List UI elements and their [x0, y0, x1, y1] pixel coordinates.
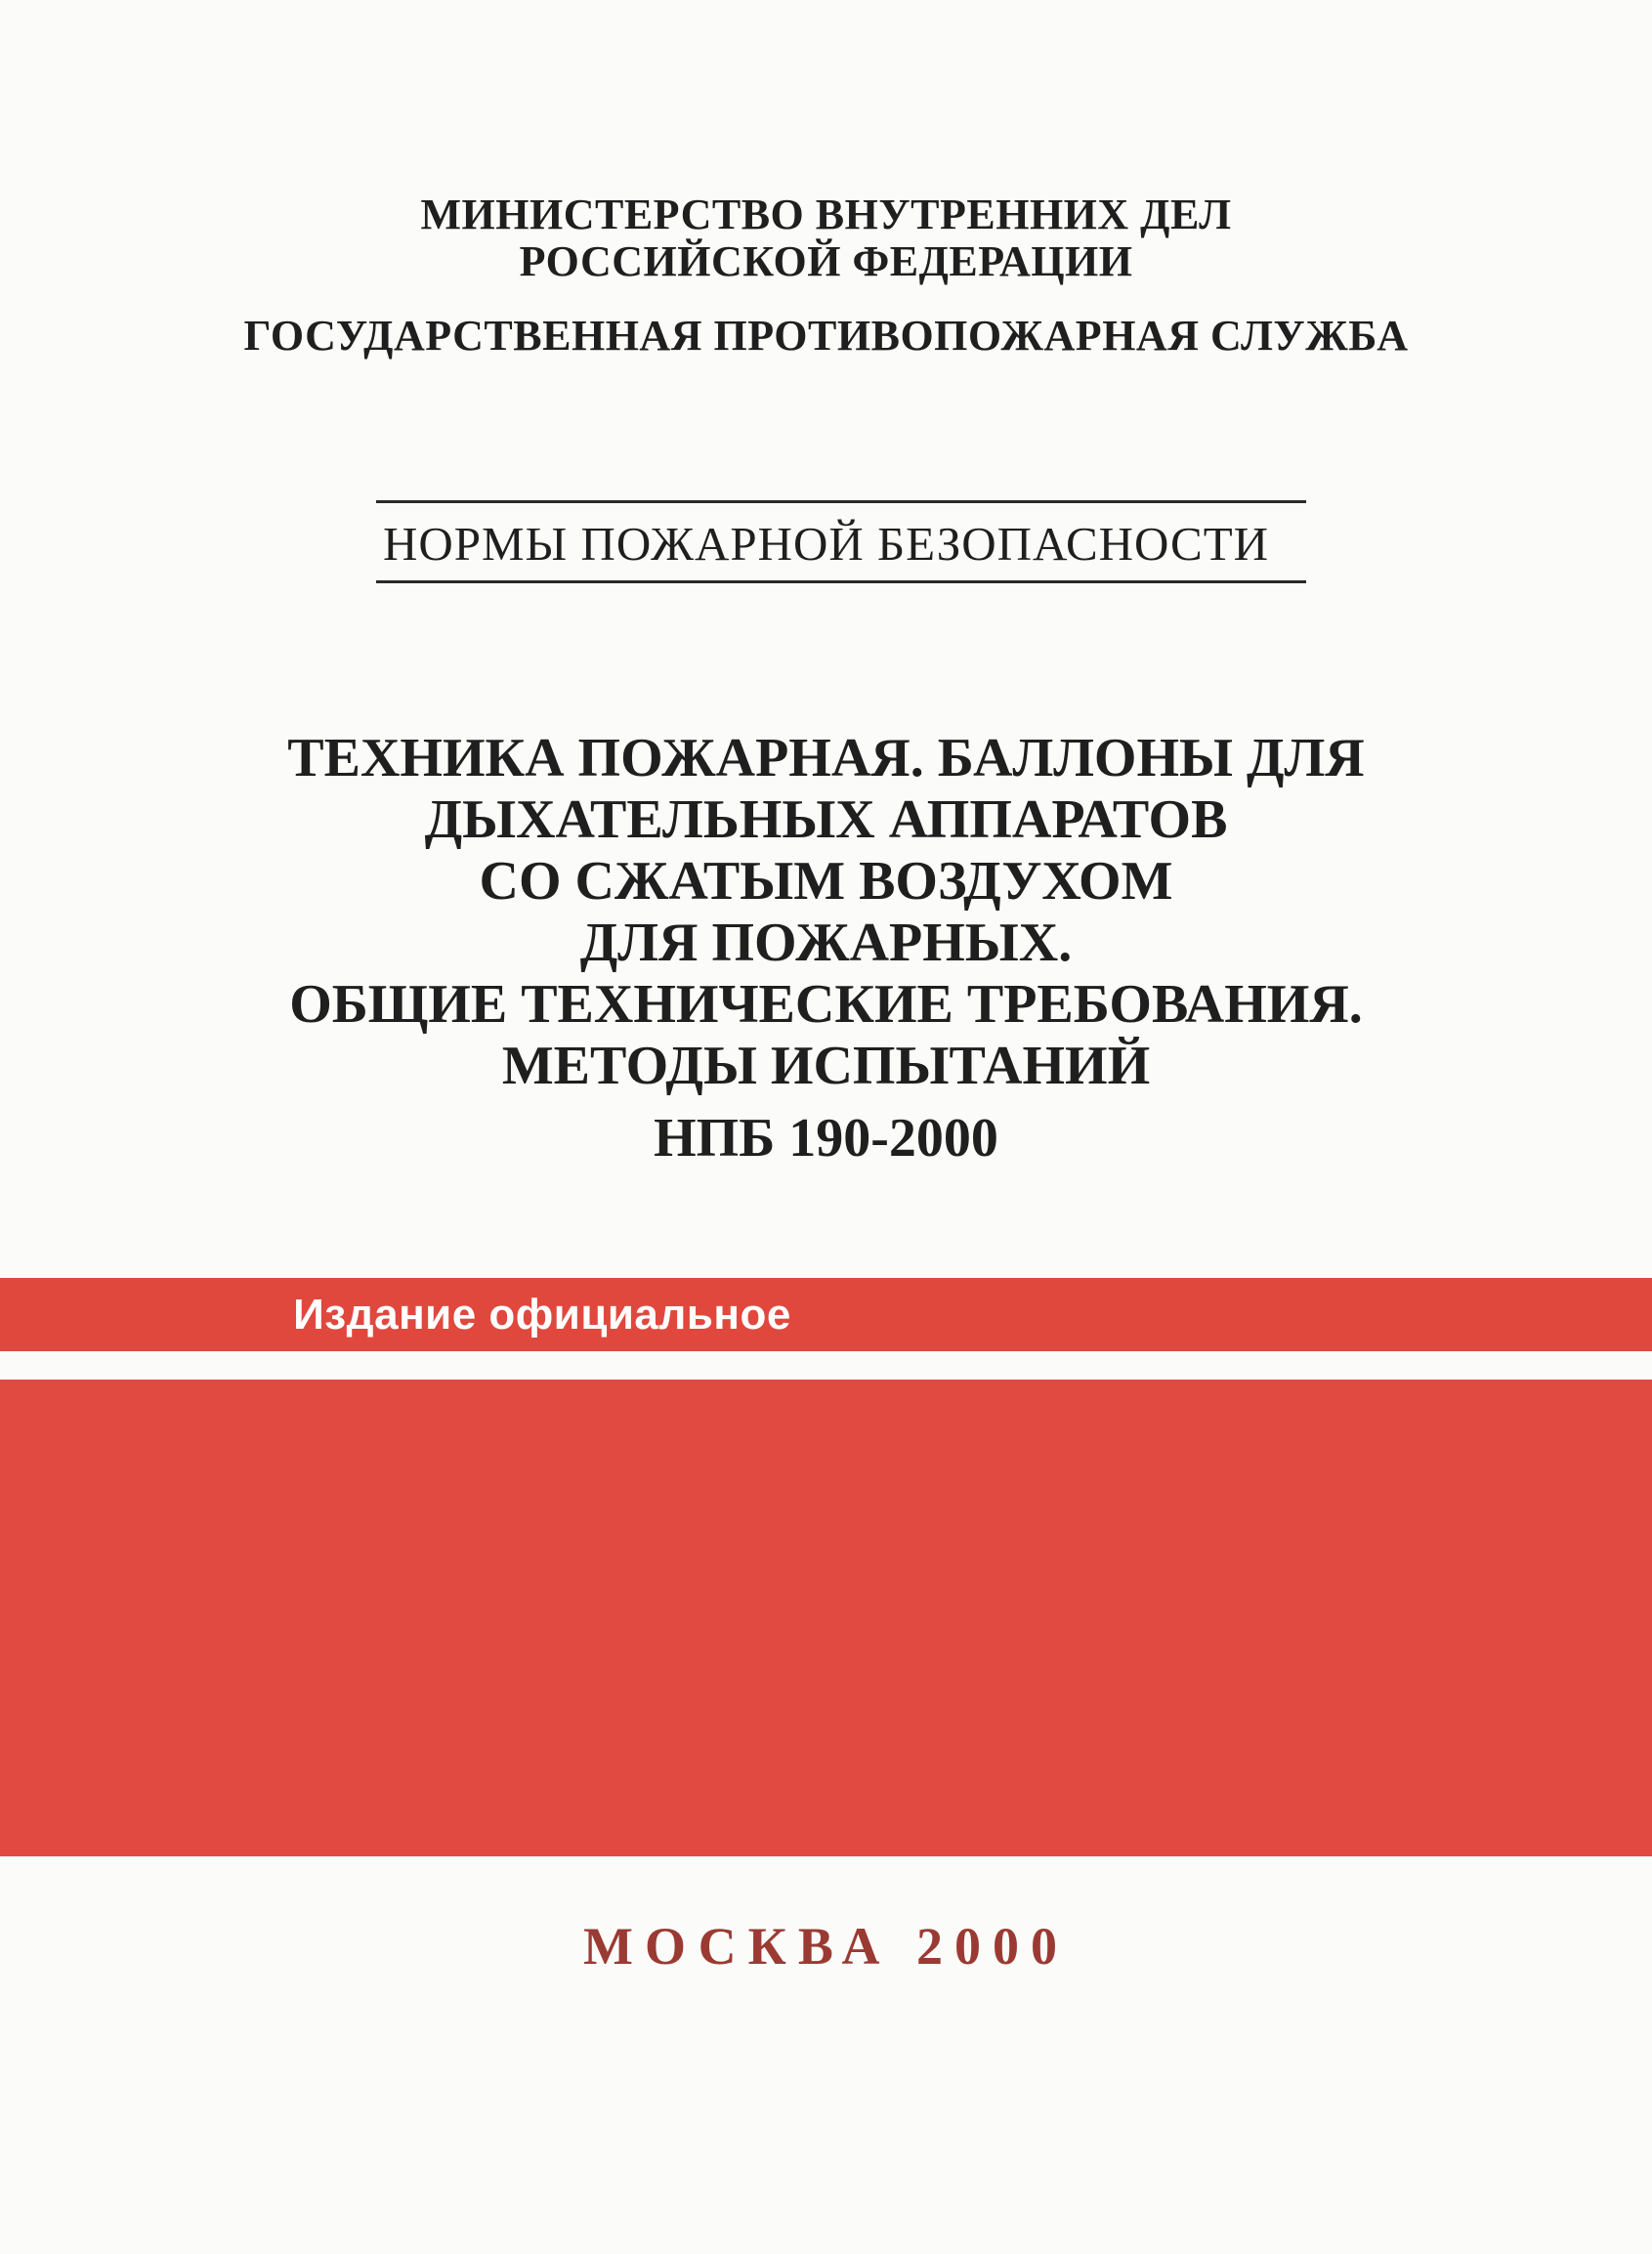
place-and-year: МОСКВА 2000 — [583, 1917, 1069, 1976]
title-line-4: ДЛЯ ПОЖАРНЫХ. — [579, 913, 1073, 973]
title-line-6: МЕТОДЫ ИСПЫТАНИЙ — [501, 1036, 1151, 1096]
title-line-3: СО СЖАТЫМ ВОЗДУХОМ — [479, 851, 1173, 912]
series-rule-bottom — [376, 580, 1306, 583]
title-line-2: ДЫХАТЕЛЬНЫХ АППАРАТОВ — [424, 789, 1228, 850]
edition-label: Издание официальное — [293, 1291, 791, 1339]
ministry-line-1: МИНИСТЕРСТВО ВНУТРЕННИХ ДЕЛ — [420, 191, 1232, 238]
service-name: ГОСУДАРСТВЕННАЯ ПРОТИВОПОЖАРНАЯ СЛУЖБА — [243, 312, 1409, 360]
series-title: НОРМЫ ПОЖАРНОЙ БЕЗОПАСНОСТИ — [382, 517, 1270, 571]
ministry-line-2: РОССИЙСКОЙ ФЕДЕРАЦИИ — [519, 237, 1133, 285]
title-line-5: ОБЩИЕ ТЕХНИЧЕСКИЕ ТРЕБОВАНИЯ. — [289, 974, 1363, 1035]
title-line-1: ТЕХНИКА ПОЖАРНАЯ. БАЛЛОНЫ ДЛЯ — [287, 728, 1365, 788]
document-code: НПБ 190-2000 — [654, 1108, 998, 1169]
red-band — [0, 1380, 1652, 1856]
series-rule-top — [376, 500, 1306, 503]
